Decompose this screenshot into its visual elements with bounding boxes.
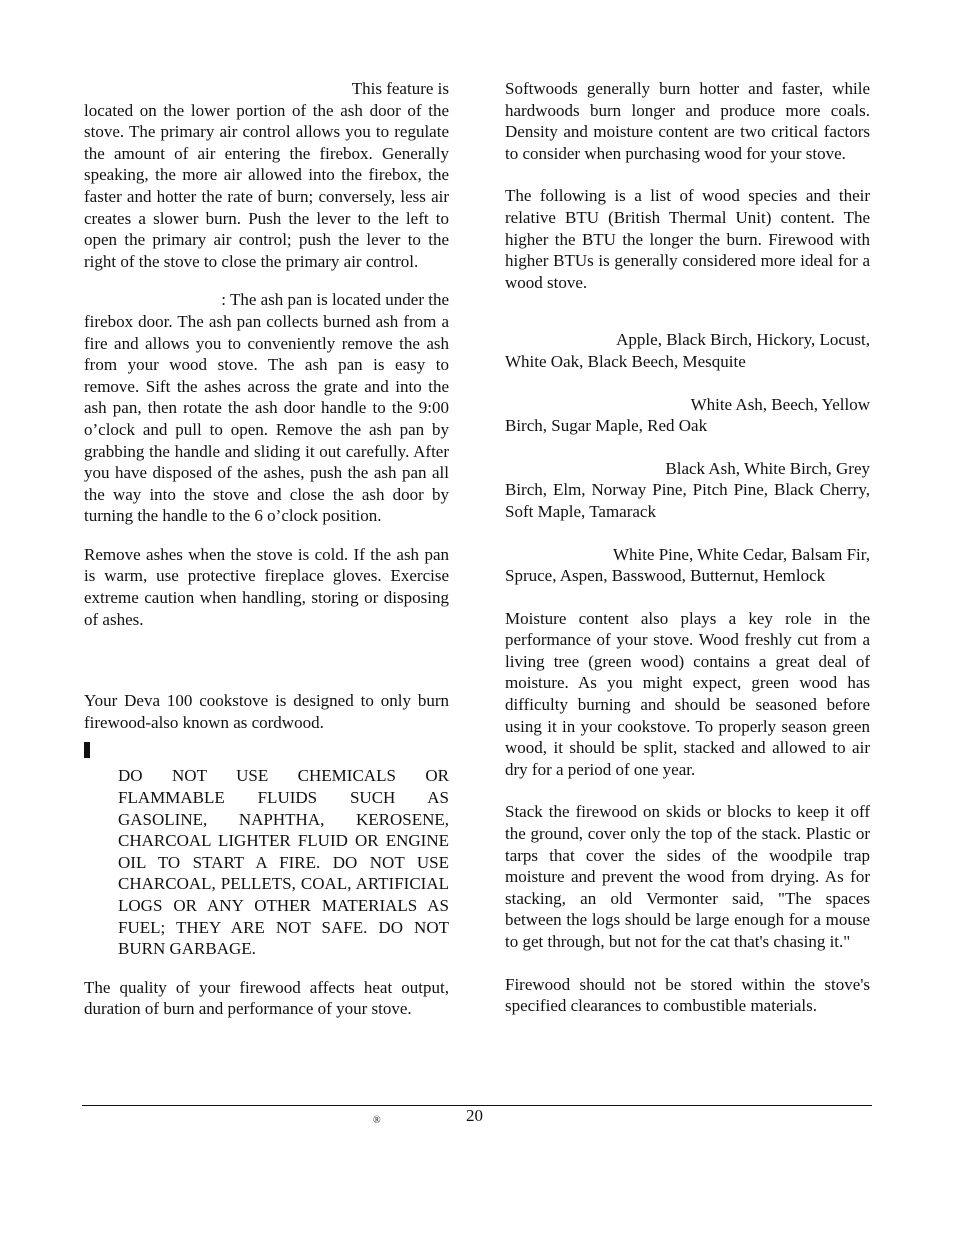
btu-list-low <box>505 544 870 587</box>
btu-list-high <box>505 329 870 372</box>
moisture-paragraph: Moisture content also plays a key role in the performance of your stove. Wood freshly cut from a living tree (green wood) contains a great deal of moisture. As you might expect, green wood has difficulty burning and should be seasoned before using it in your cookstove. To properly season green wood, it should be split, stacked and allowed to air dry for a period of one year. <box>505 608 870 779</box>
registered-mark: ® <box>373 1115 381 1126</box>
btu-list-high-rest: White Oak, Black Beech, Mesquite <box>505 351 746 371</box>
warning-block <box>84 742 449 959</box>
ash-pan-first-line: : The ash pan is located under the <box>221 290 449 310</box>
cordwood-paragraph: Your Deva 100 cookstove is designed to only burn firewood-also known as cordwood. <box>84 691 449 732</box>
btu-list-medium-high-rest: Birch, Sugar Maple, Red Oak <box>505 416 708 436</box>
stacking-paragraph: Stack the firewood on skids or blocks to keep it off the ground, cover only the top of the stack. Plastic or tarps that cover the sides of the woodpile trap moisture and prevent the wood from drying. As for stacking, an old Vermonter said, "The spaces between the logs should be large enough for a mouse to get through, but not for the cat that's chasing it." <box>505 802 870 951</box>
btu-list-medium <box>505 458 870 523</box>
ash-safety-paragraph: Remove ashes when the stove is cold. If the ash pan is warm, use protective fireplace gloves. Exercise extreme caution when handling, storing or disposing of ashes. <box>84 544 449 629</box>
left-column <box>84 78 449 1020</box>
btu-list-medium-first: Black Ash, White Birch, Grey <box>665 458 870 478</box>
btu-list-low-first: White Pine, White Cedar, Balsam Fir, <box>612 544 870 564</box>
btu-list-medium-high <box>505 394 870 437</box>
btu-list-medium-high-first: White Ash, Beech, Yellow <box>690 394 870 414</box>
warning-marker-icon <box>84 742 90 758</box>
btu-intro-paragraph: The following is a list of wood species and their relative BTU (British Thermal Unit) content. The higher the BTU the longer the burn. Firewood with higher BTUs is generally considered more ideal for a wood stove. <box>505 186 870 292</box>
btu-list-low-rest: Spruce, Aspen, Basswood, Butternut, Hemlock <box>505 566 826 586</box>
page-number: 20 <box>466 1106 483 1125</box>
ash-pan-paragraph: firebox door. The ash pan collects burned ash from a fire and allows you to conveniently remove the ash from your wood stove. The ash pan is easy to remove. Sift the ashes across the grate and into the ash pan, then rotate the ash door handle to the 9:00 o’clock and pull to open. Remove the ash pan by grabbing the handle and sliding it out carefully. After you have disposed of the ashes, push the ash pan all the way into the stove and close the ash door by turning the handle to the 6 o’clock position. <box>84 311 449 526</box>
softwoods-paragraph: Softwoods generally burn hotter and faster, while hardwoods burn longer and produce more coals. Density and moisture content are two critical factors to consider when purchasing wood for your stove. <box>505 79 870 163</box>
primary-air-paragraph: located on the lower portion of the ash door of the stove. The primary air control allows you to regulate the amount of air entering the firebox. Generally speaking, the more air allowed into the firebox, the faster and hotter the rate of burn; conversely, less air creates a slower burn. Push the lever to the left to open the primary air control; push the lever to the right of the stove to close the primary air control. <box>84 100 449 271</box>
btu-list-high-first: Apple, Black Birch, Hickory, Locust, <box>616 330 870 350</box>
warning-text: DO NOT USE CHEMICALS OR FLAMMABLE FLUIDS SUCH AS GASOLINE, NAPHTHA, KEROSENE, CHARCOAL LIGHTER FLUID OR ENGINE OIL TO START A FIRE. DO NOT USE CHARCOAL, PELLETS, COAL, ARTIFICIAL LOGS OR ANY OTHER MATERIALS AS FUEL; THEY ARE NOT SAFE. DO NOT BURN GARBAGE. <box>118 766 449 959</box>
primary-air-first-line: This feature is <box>351 79 449 98</box>
storage-clearance-paragraph: Firewood should not be stored within the stove's specified clearances to combustible materials. <box>505 974 870 1016</box>
firewood-quality-paragraph: The quality of your firewood affects heat output, duration of burn and performance of your stove. <box>84 977 449 1019</box>
btu-list-medium-rest: Birch, Elm, Norway Pine, Pitch Pine, Black Cherry, Soft Maple, Tamarack <box>505 480 870 521</box>
right-column <box>505 78 870 1017</box>
